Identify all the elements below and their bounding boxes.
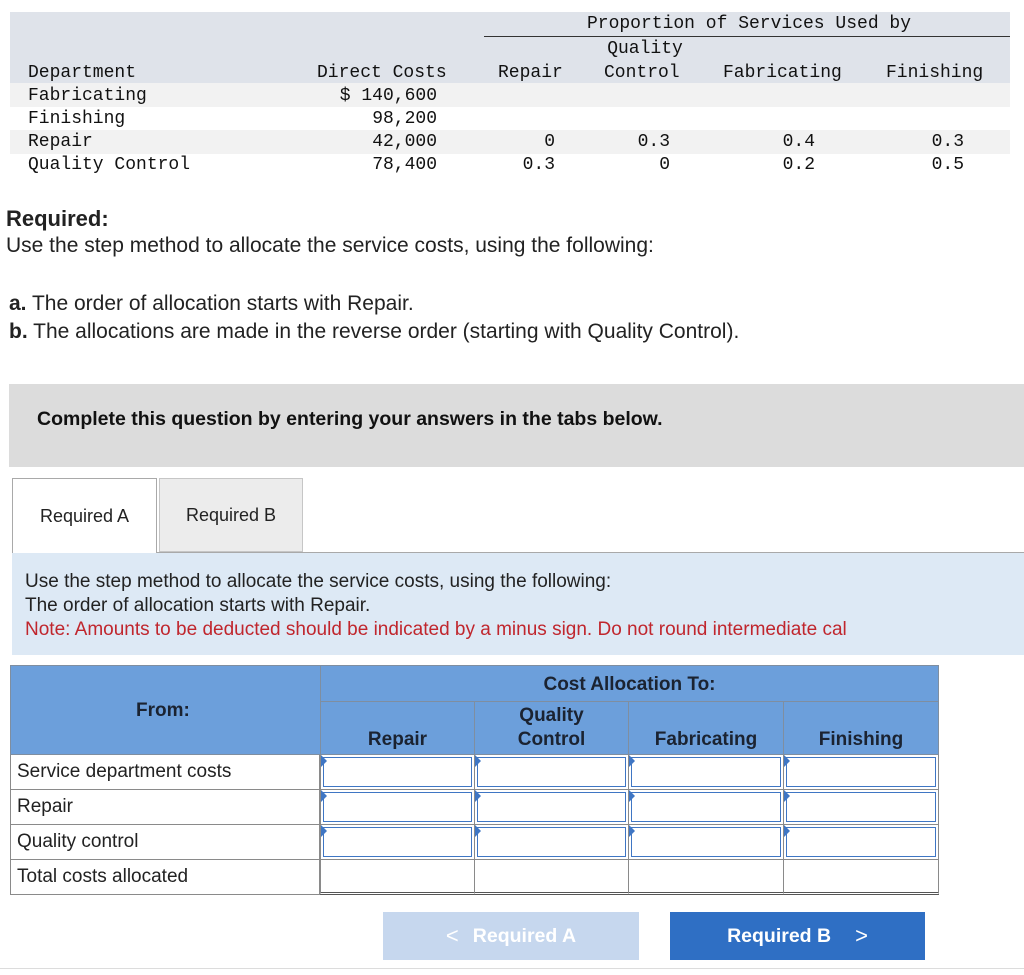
col-control: Control xyxy=(517,729,586,750)
proportion-finishing: 0.5 xyxy=(931,155,964,175)
direct-cost: $ 140,600 xyxy=(339,86,437,106)
cost-allocation-header-cell xyxy=(320,665,939,702)
total-fabricating xyxy=(628,860,784,895)
input-repair-finishing[interactable] xyxy=(783,790,939,825)
required-item-a xyxy=(9,292,414,316)
dept-name: Fabricating xyxy=(28,86,147,106)
col-repair: Repair xyxy=(367,729,428,750)
prev-required-a-button[interactable] xyxy=(383,912,639,960)
total-finishing xyxy=(783,860,939,895)
dept-name: Finishing xyxy=(28,109,126,129)
department-data-table xyxy=(10,12,1010,178)
divider xyxy=(0,968,1024,969)
cost-allocation-header: Cost Allocation To: xyxy=(543,674,716,695)
col-header-direct-costs: Direct Costs xyxy=(317,63,447,83)
col-header-repair: Repair xyxy=(498,63,563,83)
banner-text: Complete this question by entering your answers in the tabs below. xyxy=(37,408,663,430)
col-fabricating-cell xyxy=(628,701,784,755)
required-item-b xyxy=(9,320,739,344)
col-header-department: Department xyxy=(28,63,137,83)
col-quality-control-cell xyxy=(474,701,629,755)
proportion-qc: 0.3 xyxy=(637,132,670,152)
required-title: Required: xyxy=(6,206,109,231)
input-qc-quality-control[interactable] xyxy=(474,825,629,860)
col-quality: Quality xyxy=(519,705,584,726)
col-repair-cell xyxy=(320,701,475,755)
row-quality-control: Quality control xyxy=(10,825,320,860)
proportion-fabricating: 0.4 xyxy=(782,132,815,152)
total-repair xyxy=(320,860,475,895)
dept-name: Quality Control xyxy=(28,155,191,175)
instruction-line-1: Use the step method to allocate the service costs, using the following: xyxy=(25,571,612,592)
col-finishing: Finishing xyxy=(818,729,904,750)
instructions-banner xyxy=(9,384,1024,467)
chevron-right-icon: > xyxy=(855,923,868,948)
tab-required-b[interactable]: Required B xyxy=(159,478,303,552)
input-repair-fabricating[interactable] xyxy=(628,790,784,825)
item-b-text: The allocations are made in the reverse order (starting with Quality Control). xyxy=(27,320,740,343)
input-repair-repair[interactable] xyxy=(320,790,475,825)
proportion-fabricating: 0.2 xyxy=(782,155,815,175)
instruction-note: Note: Amounts to be deducted should be indicated by a minus sign. Do not round intermediate cal xyxy=(25,619,847,640)
prev-button-label: Required A xyxy=(472,924,577,947)
item-a-label: a. xyxy=(9,292,27,315)
quality-header-line: Quality xyxy=(607,39,683,59)
col-finishing-cell xyxy=(783,701,939,755)
chevron-left-icon: < xyxy=(445,923,459,948)
input-service-quality-control[interactable] xyxy=(474,755,629,790)
input-service-fabricating[interactable] xyxy=(628,755,784,790)
direct-cost: 42,000 xyxy=(372,132,437,152)
group-header-rule xyxy=(484,36,1010,37)
instruction-line-2: The order of allocation starts with Repair. xyxy=(25,595,371,616)
total-quality-control xyxy=(474,860,629,895)
row-stripe xyxy=(10,83,1010,107)
proportion-repair: 0 xyxy=(544,132,555,152)
col-header-fabricating: Fabricating xyxy=(723,63,842,83)
next-button-label: Required B xyxy=(727,924,832,947)
input-service-finishing[interactable] xyxy=(783,755,939,790)
item-a-text: The order of allocation starts with Repair. xyxy=(26,292,414,315)
proportion-finishing: 0.3 xyxy=(931,132,964,152)
input-qc-repair[interactable] xyxy=(320,825,475,860)
tab-instructions xyxy=(12,552,1024,655)
direct-cost: 78,400 xyxy=(372,155,437,175)
col-header-finishing: Finishing xyxy=(886,63,984,83)
input-service-repair[interactable] xyxy=(320,755,475,790)
from-header: From: xyxy=(136,700,190,721)
input-qc-fabricating[interactable] xyxy=(628,825,784,860)
input-repair-quality-control[interactable] xyxy=(474,790,629,825)
row-repair: Repair xyxy=(10,790,320,825)
col-header-quality-control: Control xyxy=(604,63,680,83)
proportion-repair: 0.3 xyxy=(522,155,555,175)
proportion-qc: 0 xyxy=(659,155,670,175)
col-fabricating: Fabricating xyxy=(654,729,758,750)
row-total-costs-allocated: Total costs allocated xyxy=(10,860,320,895)
dept-name: Repair xyxy=(28,132,93,152)
item-b-label: b. xyxy=(9,320,28,343)
row-service-department-costs: Service department costs xyxy=(10,755,320,790)
tab-required-a[interactable]: Required A xyxy=(12,478,157,553)
next-required-b-button[interactable] xyxy=(670,912,925,960)
from-header-cell xyxy=(10,665,321,755)
input-qc-finishing[interactable] xyxy=(783,825,939,860)
required-intro: Use the step method to allocate the service costs, using the following: xyxy=(6,234,654,257)
direct-cost: 98,200 xyxy=(372,109,437,129)
group-header-title: Proportion of Services Used by xyxy=(586,14,912,34)
